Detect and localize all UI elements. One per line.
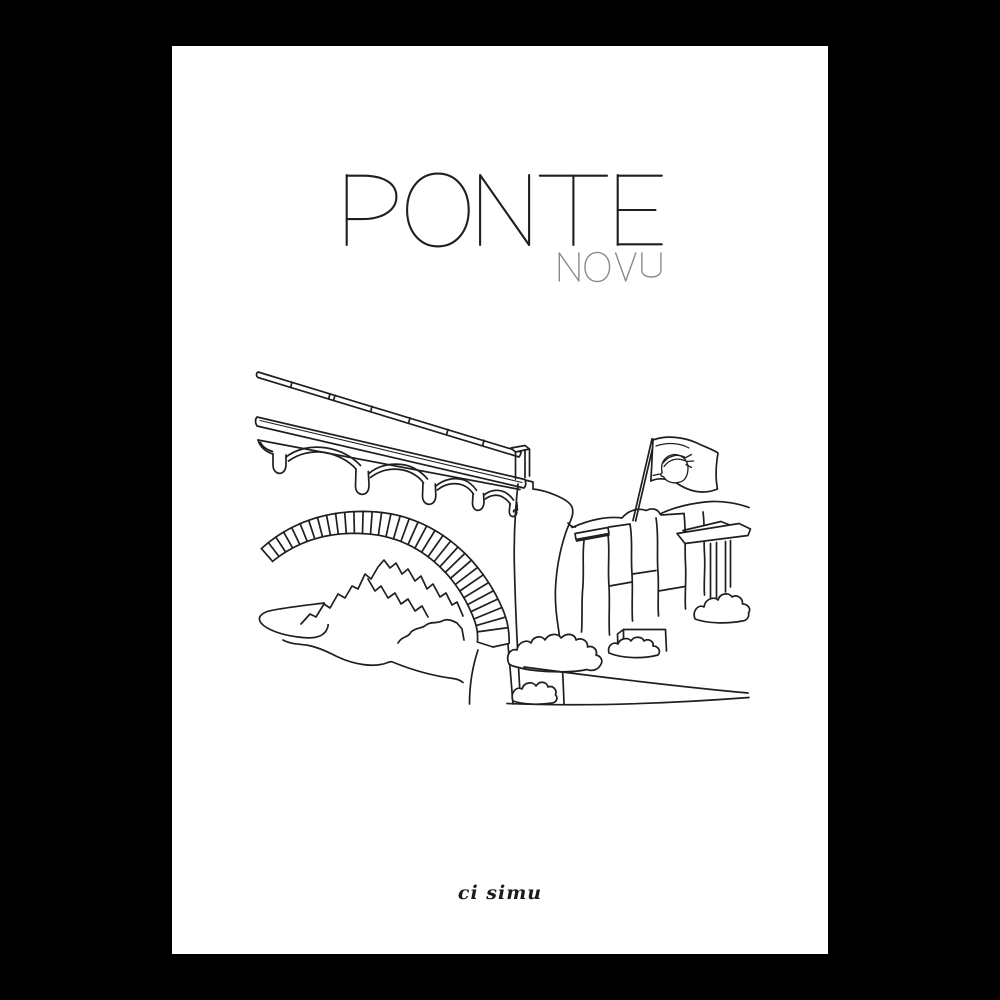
ruined-deck-slab: [677, 522, 751, 603]
bushes: [508, 594, 750, 704]
poster-subtitle-lettering: [559, 252, 661, 281]
flag-pole: [633, 439, 652, 521]
poster-sheet: [172, 46, 828, 954]
bridge-illustration: [172, 46, 828, 954]
poster-title-lettering: [347, 174, 662, 247]
bridge-deck-railing: [256, 372, 534, 489]
artist-signature: ci simu: [457, 882, 543, 904]
